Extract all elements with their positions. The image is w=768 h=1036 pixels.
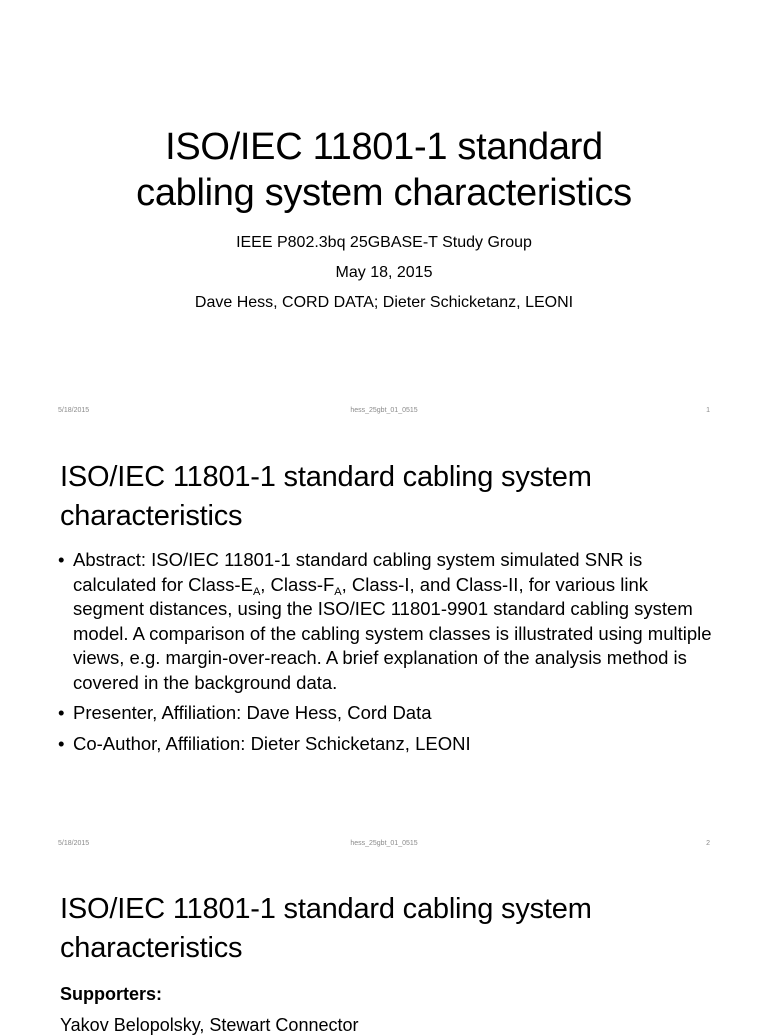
slide-1-title (0, 124, 768, 216)
footer-page-number: 1 (706, 407, 710, 414)
study-group: IEEE P802.3bq 25GBASE-T Study Group (236, 234, 532, 251)
abstract-text: Abstract: ISO/IEC 11801-1 standard cabling system simulated SNR is calculated for Class-E (73, 549, 643, 595)
title-line: ISO/IEC 11801-1 standard (165, 126, 603, 168)
title-line: ISO/IEC 11801-1 standard cabling system (60, 893, 592, 925)
presenter-bullet: • Presenter, Affiliation: Dave Hess, Cord Data (58, 701, 718, 726)
abstract-text: , Class-F (260, 573, 335, 595)
slide-1 (0, 0, 768, 432)
slide-3 (0, 864, 768, 1035)
footer-file: hess_25gbt_01_0515 (350, 407, 418, 414)
title-line: ISO/IEC 11801-1 standard cabling system (60, 461, 592, 493)
subscript: A (334, 585, 342, 598)
footer-page-number: 2 (706, 840, 710, 847)
abstract-bullet (58, 548, 718, 695)
coauthor-bullet: • Co-Author, Affiliation: Dieter Schicketanz, LEONI (58, 732, 718, 757)
supporter-entry: Yakov Belopolsky, Stewart Connector (60, 1015, 359, 1035)
title-line: characteristics (60, 932, 243, 964)
slide-1-subtitle (0, 228, 768, 318)
abstract-text: , Class-I, and Class-II, for various link segment distances, using the ISO/IEC 11801-9901 standard cabling system model. A comparison of the cabling system classes is illustrated using multiple views, e.g. margin-over-reach. A brief explanation of the analysis method is covered in the background data. (73, 573, 712, 693)
title-line: cabling system characteristics (136, 172, 632, 214)
footer-file: hess_25gbt_01_0515 (350, 840, 418, 847)
footer-date: 5/18/2015 (58, 840, 90, 847)
slide-2 (0, 432, 768, 864)
slide-3-title (60, 890, 720, 968)
bullet-list (58, 548, 718, 762)
authors: Dave Hess, CORD DATA; Dieter Schicketanz, LEONI (194, 294, 574, 311)
footer-date: 5/18/2015 (58, 407, 90, 414)
subscript: A (252, 585, 261, 598)
date: May 18, 2015 (335, 264, 433, 281)
supporters-label: Supporters: (60, 984, 163, 1004)
title-line: characteristics (60, 500, 243, 532)
slide-2-title (60, 458, 720, 536)
